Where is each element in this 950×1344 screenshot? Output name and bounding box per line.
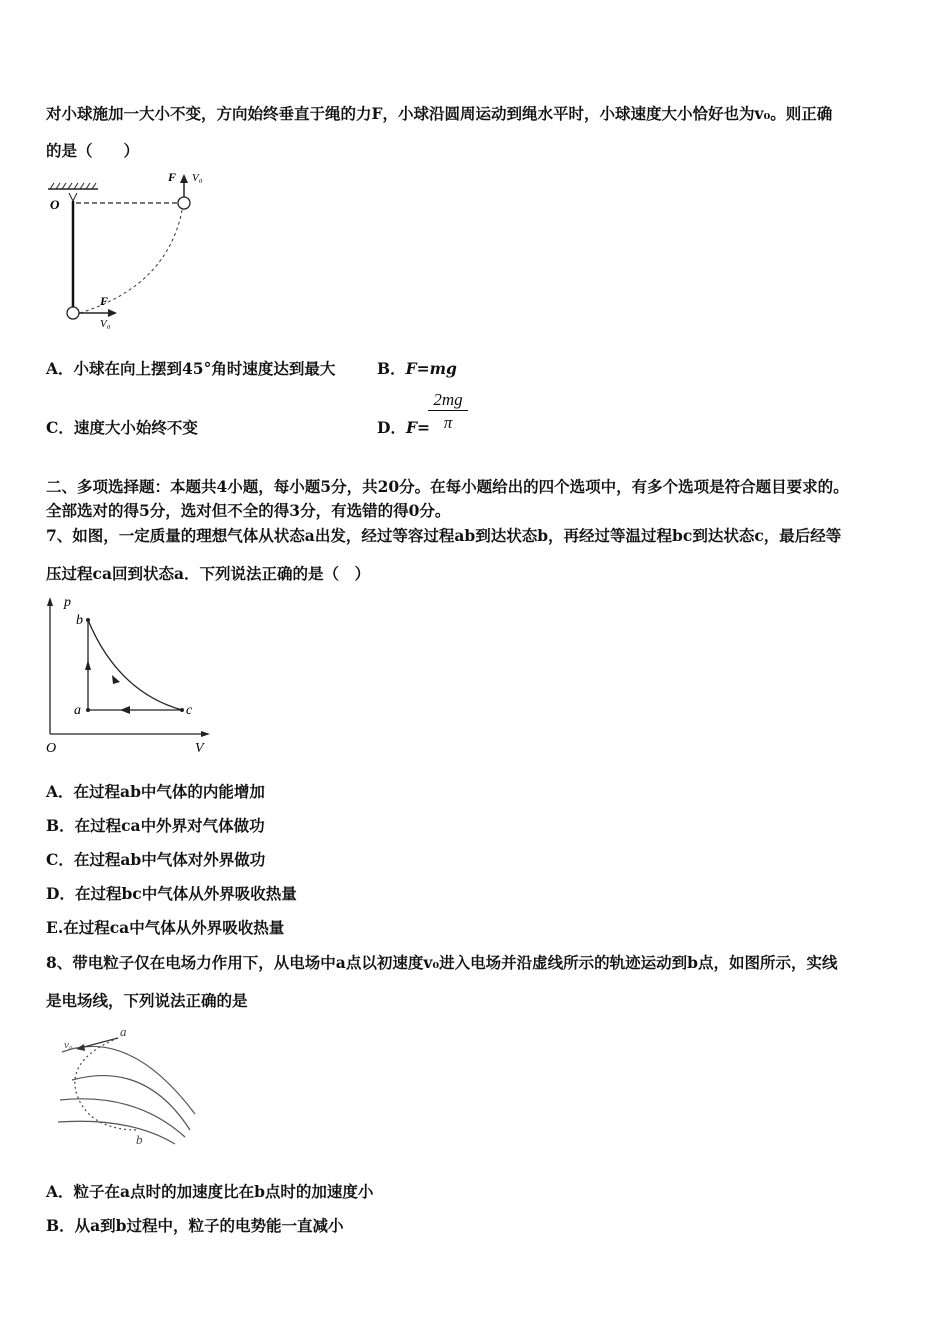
q6-stem-line2: 的是（ ）	[46, 141, 140, 160]
section2-line2: 全部选对的得5分，选对但不全的得3分，有选错的得0分。	[46, 501, 451, 520]
q7-stem-line2: 压过程ca回到状态a．下列说法正确的是（ ）	[46, 564, 371, 583]
q6-option-a: A．小球在向上摆到45°角时速度达到最大	[46, 359, 336, 378]
q6-option-b-formula: F=mg	[405, 359, 457, 378]
fraction-denominator: π	[428, 410, 468, 433]
label-v0-bottom: V₀	[100, 318, 111, 330]
label-v0-top: V₀	[192, 172, 203, 184]
label-O: O	[50, 197, 60, 212]
ball-top	[178, 197, 190, 209]
label-F-top: F	[168, 170, 177, 184]
axis-label-p: p	[64, 595, 71, 610]
pendulum-figure	[40, 165, 220, 340]
point-label-c: c	[186, 703, 193, 718]
point-label-b: b	[136, 1132, 143, 1147]
q6-option-d	[377, 416, 430, 438]
pv-diagram-figure	[40, 592, 220, 760]
q6-stem-line1: 对小球施加一大小不变，方向始终垂直于绳的力F，小球沿圆周运动到绳水平时，小球速度大小恰好也为v₀。则正确	[46, 104, 833, 123]
q7-stem-line1: 7、如图，一定质量的理想气体从状态a出发，经过等容过程ab到达状态b，再经过等温过程bc到达状态c，最后经等	[46, 526, 842, 545]
q7-option-e: E.在过程ca中气体从外界吸收热量	[46, 918, 285, 937]
q6-option-d-fraction	[428, 390, 468, 433]
ball-bottom	[67, 307, 79, 319]
origin-label-O: O	[46, 741, 57, 756]
q8-option-a: A．粒子在a点时的加速度比在b点时的加速度小	[46, 1182, 374, 1201]
q7-option-c: C．在过程ab中气体对外界做功	[46, 850, 266, 869]
q7-option-d: D．在过程bc中气体从外界吸收热量	[46, 884, 297, 903]
q8-option-b: B．从a到b过程中，粒子的电势能一直减小	[46, 1216, 344, 1235]
point-label-b: b	[76, 613, 83, 628]
q6-option-c: C．速度大小始终不变	[46, 418, 198, 437]
q6-option-d-prefix: D．	[377, 418, 406, 437]
point-label-a: a	[74, 703, 81, 718]
q6-option-b-prefix: B．	[377, 359, 406, 378]
electric-field-figure	[50, 1022, 210, 1152]
axis-label-V: V	[195, 741, 204, 756]
q8-stem-line2: 是电场线，下列说法正确的是	[46, 991, 248, 1010]
q8-stem-line1: 8、带电粒子仅在电场力作用下，从电场中a点以初速度v₀进入电场并沿虚线所示的轨迹运动到b点，如图所示，实线	[46, 953, 838, 972]
section2-line1: 二、多项选择题：本题共4小题，每小题5分，共20分。在每小题给出的四个选项中，有多个选项是符合题目要求的。	[46, 477, 849, 496]
label-F-bottom: F	[100, 294, 109, 308]
q6-option-d-lhs: F=	[405, 418, 430, 437]
q7-option-b: B．在过程ca中外界对气体做功	[46, 816, 265, 835]
point-label-a: a	[120, 1024, 127, 1039]
fraction-numerator: 2mg	[433, 390, 463, 409]
q6-option-b	[377, 357, 457, 379]
q7-option-a: A．在过程ab中气体的内能增加	[46, 782, 265, 801]
label-v0: v₀	[64, 1039, 73, 1051]
